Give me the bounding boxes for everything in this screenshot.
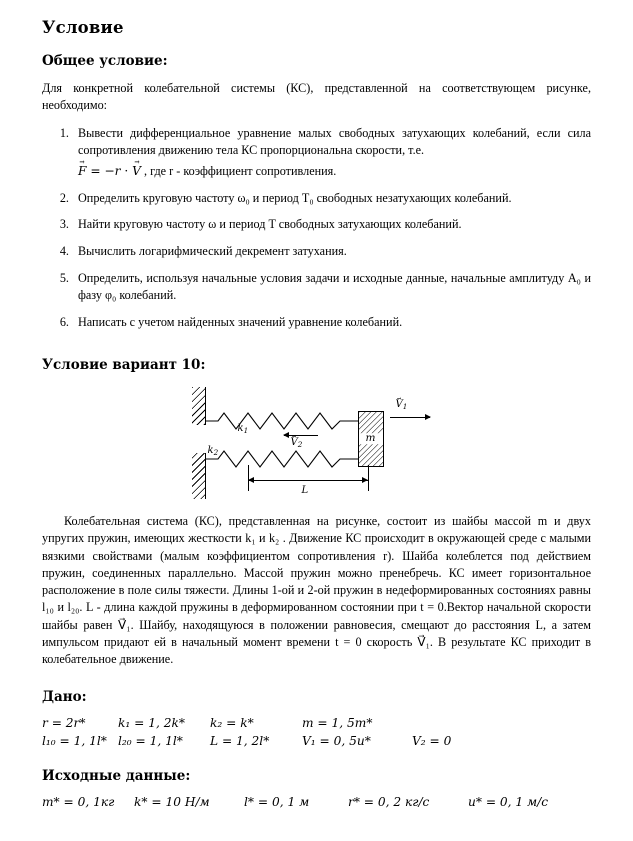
- variant-body-text: Колебательная система (КС), представленная на рисунке, состоит из шайбы массой m и двух упругих пружин, имеющих жесткости k₁ и k₂ . Движение КС происходит в окружающей среде с малыми вязкими свойствами (малым коэффициентом сопротивления r). Шайба колеблется под действием пружин, соединенных параллельно. Массой пружин можно пренебречь. КС имеет горизонтальное расположение в поле силы тяжести. Длины 1-ой и 2-ой пружин в недеформированных состояниях равны l₁₀ и l₂₀. L - длина каждой пружины в деформированном состоянии при t = 0.Вектор начальной скорости шайбы равен V⃗₁. Шайбу, находящуюся в положении равновесия, смещают до расстояния L, а затем импульсом придают ей в начальный момент времени t = 0 скорость V⃗₁. В результате КС приходит в колебательное движение.: [42, 513, 591, 667]
- spring-k2: [206, 449, 358, 469]
- table-row: [42, 795, 591, 809]
- oscillatory-system-figure: [192, 387, 442, 499]
- label-length: L: [301, 484, 309, 496]
- list-item: [72, 314, 591, 332]
- label-v2: $V \to_2$: [291, 437, 303, 449]
- list-item: [72, 270, 591, 305]
- list-item: [72, 243, 591, 261]
- given-cell: k₂ = k*: [210, 715, 254, 730]
- list-item: [72, 216, 591, 234]
- list-item: [72, 190, 591, 208]
- label-v1: $V \to_1$: [396, 399, 408, 411]
- given-data-block: [42, 716, 591, 748]
- velocity-arrow-v2: [284, 435, 318, 436]
- given-cell: V₂ = 0: [412, 733, 452, 748]
- initial-cell: r* = 0, 2 кг/с: [348, 794, 430, 809]
- given-cell: l₁₀ = 1, 1l*: [42, 733, 107, 748]
- task-text: Вычислить логарифмический декремент затухания.: [78, 244, 347, 259]
- task-text: Определить круговую частоту ω₀ и период T₀ свободных незатухающих колебаний.: [78, 190, 512, 205]
- given-cell: m = 1, 5m*: [302, 715, 373, 730]
- task-text: Определить, используя начальные условия задачи и исходные данные, начальные амплитуду A₀ и фазу φ₀ колебаний.: [78, 270, 591, 303]
- spring-k1: [206, 411, 358, 431]
- task-text: Вывести дифференциальное уравнение малых свободных затухающих колебаний, если сила сопротивления движению тела КС пропорциональна скорости, т.е.: [78, 125, 591, 158]
- dimension-line: [248, 480, 368, 481]
- velocity-arrow-v1: [390, 417, 430, 418]
- task-text: Найти круговую частоту ω и период T свободных затухающих колебаний.: [78, 217, 462, 232]
- task-formula: F → = −r · V → , где r - коэффициент сопротивления.: [78, 163, 591, 181]
- table-row: [42, 716, 591, 730]
- given-cell: k₁ = 1, 2k*: [118, 715, 185, 730]
- section-heading-initial: Исходные данные:: [42, 767, 191, 784]
- section-heading-given: Дано:: [42, 688, 87, 705]
- initial-cell: m* = 0, 1кг: [42, 794, 115, 809]
- task-text: Написать с учетом найденных значений уравнение колебаний.: [78, 315, 403, 330]
- task-text-after: , где r - коэффициент сопротивления.: [143, 164, 337, 179]
- given-cell: V₁ = 0, 5u*: [302, 733, 371, 748]
- page-title: Условие: [42, 18, 124, 37]
- initial-cell: k* = 10 Н/м: [134, 794, 210, 809]
- task-list: [42, 125, 591, 332]
- initial-cell: l* = 0, 1 м: [244, 794, 310, 809]
- initial-cell: u* = 0, 1 м/с: [468, 794, 549, 809]
- mass-block: [358, 411, 384, 467]
- section-heading-general: Общее условие:: [42, 53, 168, 69]
- given-cell: l₂₀ = 1, 1l*: [118, 733, 183, 748]
- initial-data-block: [42, 795, 591, 809]
- given-cell: r = 2r*: [42, 715, 86, 730]
- label-k2: $k_2$: [207, 444, 219, 457]
- label-k1: $k_1$: [237, 422, 249, 435]
- label-mass: m: [359, 433, 383, 445]
- section-heading-variant: Условие вариант 10:: [42, 356, 206, 373]
- given-cell: L = 1, 2l*: [210, 733, 270, 748]
- dimension-tick-right: [368, 465, 369, 491]
- wall-gap: [192, 425, 207, 453]
- list-item: [72, 125, 591, 181]
- table-row: [42, 734, 591, 748]
- general-intro-text: Для конкретной колебательной системы (КС), представленной на соответствующем рисунке, необходимо:: [42, 81, 591, 113]
